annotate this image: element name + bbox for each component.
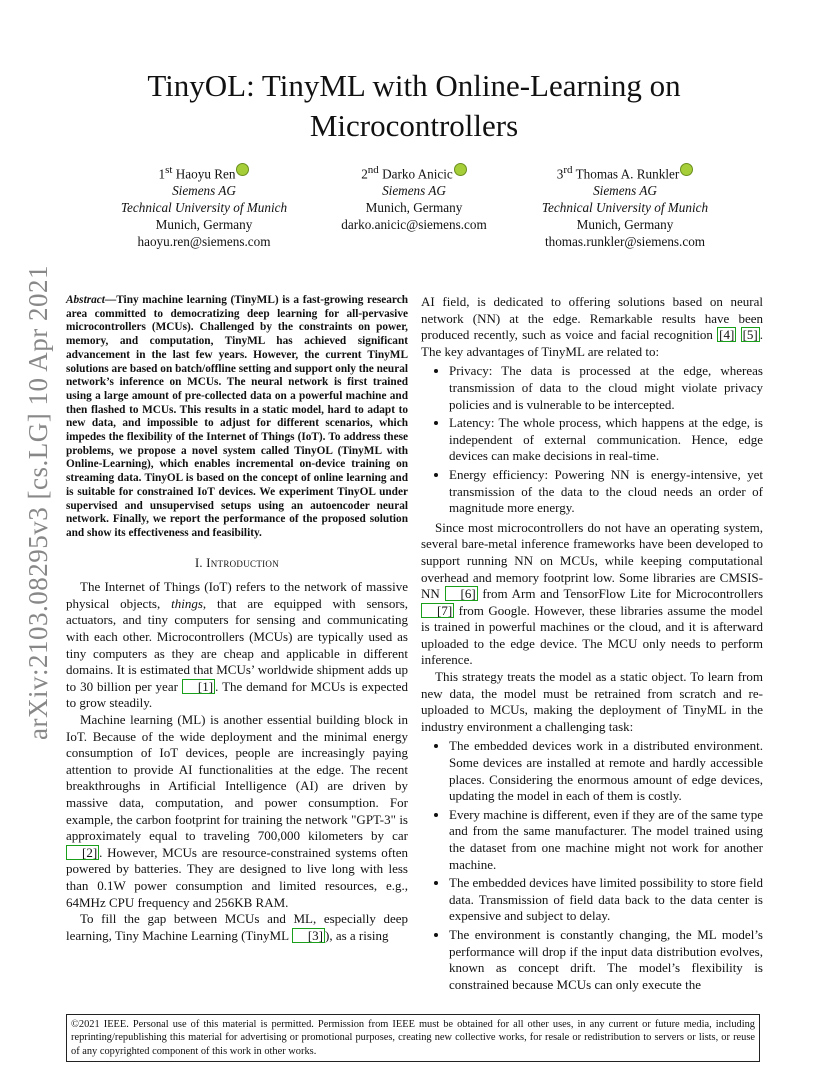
list-item: • Privacy: The data is processed at the edge, whereas transmission of data to the cloud might violate privacy policies and is vulnerable to be intercepted. [449,363,763,413]
text-run: . The key advantages of TinyML are related to: [421,327,763,359]
citation-link[interactable]: [5] [742,327,758,343]
author-2 [294,162,534,233]
author-3-name: Thomas A. Runkler [575,166,680,182]
orcid-icon[interactable] [236,163,249,176]
abstract-lead: Abstract [66,294,105,306]
author-2-name: Darko Anicic [382,166,453,182]
abstract [66,294,408,541]
list-item: • The embedded devices work in a distributed environment. Some devices are installed at remote and hardly accessible places. Considering the enormous amount of edge devices, updating the model in each of them is costly. [449,738,763,804]
author-3-city: Munich, Germany [576,217,674,233]
paper-title [0,66,828,146]
intro-paragraph-1 [66,579,408,712]
list-item: • The environment is constantly changing, the ML model’s performance will drop if the input data distribution evolves, known as concept drift. The model’s flexibility is constrained because MCUs can only execute the [449,927,763,993]
text-run: ), as a rising [324,927,389,943]
author-2-sup: nd [367,164,379,176]
left-column [66,294,408,944]
intro-paragraph-2 [66,712,408,911]
citation-link[interactable]: [4] [719,327,735,343]
text-run: . However, MCUs are resource-constrained systems often powered by batteries. They are designed to live long with less than 0.1W power consumption and limited resources, e.g., 64MHz CPU frequency and 256KB RAM. [66,844,408,910]
title-line-2: Microcontrollers [309,108,519,143]
abstract-text: —Tiny machine learning (TinyML) is a fast-growing research area committed to democratizing deep learning for all-pervasive microcontrollers (MCUs). Challenged by the constraints on power, memory, and computation, TinyML has achieved significant advancement in the last few years. However, the current TinyML solutions are based on batch/offline setting and support only the neural network’s inference on MCUs. The neural network is first trained using a large amount of pre-collected data on a powerful machine and then flashed to MCUs. This results in a static model, hard to adapt to new data, and impossible to adjust for different scenarios, which impedes the flexibility of the Internet of Things (IoT). To address these problems, we propose a novel system called TinyOL (TinyML with Online-Learning), which enables incremental on-device training on streaming data. TinyOL is based on the concept of online learning and is suitable for constrained IoT devices. We experiment TinyOL under supervised and unsupervised setups using an autoencoder neural network. Finally, we report the performance of the proposed solution and show its effectiveness and feasibility. [66,294,408,539]
citation-link[interactable]: [3] [292,928,325,943]
text-run: AI field, is dedicated to offering solutions based on neural network (NN) at the edge. Remarkable results have been produced recently, such as voice and facial recognition [421,294,763,343]
advantages-list [421,363,763,516]
text-run: from Arm and TensorFlow Lite for Microcontrollers [477,586,763,602]
text-run: . The demand for MCUs is expected to grow steadily. [66,678,409,711]
right-column [421,294,763,996]
right-paragraph-2 [421,520,763,669]
intro-paragraph-3 [66,911,408,944]
section-heading-introduction: I. Introduction [194,555,280,570]
author-1-ord: 1 [158,166,166,182]
citation-link[interactable]: [7] [421,603,454,618]
author-3-email: thomas.runkler@siemens.com [544,234,706,250]
text-run: , that are equipped with sensors, actuators, and tiny computers for sensing and communicating with each other. Microcontrollers (MCUs) are typically used as tiny computers as they are cheap and applicable in different domains. It is estimated that MCUs’ worldwide shipment adds up to 30 billion per year [66,595,409,694]
author-1-email: haoyu.ren@siemens.com [137,234,271,250]
author-2-email: darko.anicic@siemens.com [341,217,487,233]
author-2-city: Munich, Germany [365,200,463,216]
list-item: • Energy efficiency: Powering NN is energy-intensive, yet transmission of the data to the cloud needs an order of magnitude more energy. [449,467,763,517]
author-1-name: Haoyu Ren [175,166,236,182]
author-3-aff2: Technical University of Munich [541,200,709,216]
author-1-sup: st [165,164,173,176]
text-run: Machine learning (ML) is another essential building block in IoT. Because of the wide deployment and the minimal energy consumption of IoT devices, people are increasingly paying attention to provide AI functionalities at the edge. The recent breakthroughs in Artificial Intelligence (AI) are driven by massive data, computation, and power consumption. For example, the carbon footprint for training the network "GPT-3" is approximately equal to traveling 700,000 kilometers by car [66,712,408,844]
text-run: To fill the gap between MCUs and ML, especially deep learning, Tiny Machine Learning (TinyML [66,911,408,943]
author-3-sup: rd [563,164,573,176]
author-3-ord: 3 [556,166,564,182]
author-3 [505,162,745,250]
author-1 [84,162,324,250]
orcid-icon[interactable] [680,163,693,176]
list-item: • Latency: The whole process, which happens at the edge, is independent of external communication. Hence, edge devices can make decisions in real-time. [449,415,763,465]
text-run: The Internet of Things (IoT) refers to the network of massive physical objects, [66,579,408,611]
author-1-city: Munich, Germany [155,217,253,233]
author-2-ord: 2 [361,166,368,182]
title-line-1: TinyOL: TinyML with Online-Learning on [147,68,681,103]
citation-link[interactable]: [2] [66,845,99,860]
orcid-icon[interactable] [454,163,467,176]
list-item: • The embedded devices have limited possibility to store field data. Transmission of field data back to the data center is expensive and subject to delay. [449,875,763,925]
text-emphasis: things [171,595,203,611]
list-item: • Every machine is different, even if they are of the same type and from the same manufacturer. The model trained using the dataset from one machine might not work for another machine. [449,807,763,873]
right-paragraph-1 [421,294,763,360]
author-2-aff1: Siemens AG [382,183,446,199]
author-3-aff1: Siemens AG [593,183,657,199]
copyright-notice: ©2021 IEEE. Personal use of this material is permitted. Permission from IEEE must be obtained for all other uses, in any current or future media, including reprinting/republishing this material for advertising or promotional purposes, creating new collective works, for resale or redistribution to servers or lists, or reuse of any copyrighted component of this work in other works. [66,1014,760,1062]
author-1-aff2: Technical University of Munich [120,200,288,216]
author-1-aff1: Siemens AG [172,183,236,199]
citation-link[interactable]: [6] [445,586,478,601]
challenges-list [421,738,763,993]
right-paragraph-3: This strategy treats the model as a static object. To learn from new data, the model must be retrained from scratch and re-uploaded to MCUs, making the deployment of TinyML in the industry environment a challenging task: [421,669,763,734]
text-run: Since most microcontrollers do not have an operating system, several bare-metal inference frameworks have been developed to support running NN on MCUs, while keeping computational overhead and memory footprint low. Some libraries are CMSIS-NN [421,519,763,602]
text-run: from Google. However, these libraries assume the model is trained in powerful machines or the cloud, and it is afterward uploaded to the edge device. The MCU only needs to perform inference. [421,602,763,668]
citation-link[interactable]: [1] [182,679,215,694]
arxiv-stamp[interactable]: arXiv:2103.08295v3 [cs.LG] 10 Apr 2021 [23,265,53,740]
